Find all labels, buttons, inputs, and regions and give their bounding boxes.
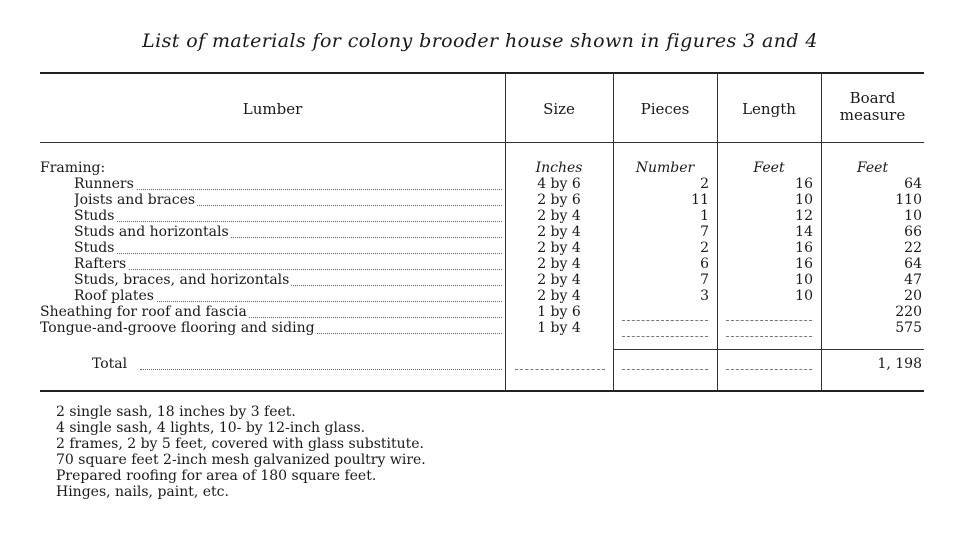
row-pieces: 11 [691,192,709,208]
header-board-measure-line1: Board [849,89,896,107]
note-line: 2 frames, 2 by 5 feet, covered with glass substitute. [56,436,425,452]
total-board-measure: 1, 198 [877,356,922,372]
row-label-text: Runners [74,176,134,192]
row-length: 12 [795,208,813,224]
row-board-measure: 47 [904,272,922,288]
header-board-measure [821,90,924,124]
header-size: Size [543,100,575,118]
row-label [40,320,502,336]
row-label [74,176,502,192]
row-label [74,240,502,256]
note-line: 4 single sash, 4 lights, 10- by 12-inch glass. [56,420,366,436]
total-length-dash [726,369,812,370]
row-pieces: 1 [700,208,709,224]
row-label [74,272,502,288]
unit-size: Inches [535,160,583,176]
row-label-text: Joists and braces [74,192,196,208]
row-label-text: Sheathing for roof and fascia [40,304,247,320]
row-size: 2 by 4 [537,240,581,256]
row-pieces: 7 [700,272,709,288]
row-length: 10 [795,272,813,288]
row-label-text: Roof plates [74,288,154,304]
row-board-measure: 575 [895,320,922,336]
total-label: Total [92,356,128,372]
row-pieces: 3 [700,288,709,304]
row-board-measure: 64 [904,256,922,272]
note-line: Prepared roofing for area of 180 square feet. [56,468,377,484]
empty-length-sheathing [726,320,812,321]
row-label [74,208,502,224]
row-size: 1 by 4 [537,320,581,336]
table-bottom-rule [40,390,924,392]
row-size: 2 by 4 [537,208,581,224]
row-label [74,256,502,272]
row-board-measure: 22 [904,240,922,256]
header-board-measure-line2: measure [839,106,906,124]
total-leader [140,369,502,370]
row-board-measure: 110 [895,192,922,208]
row-length: 16 [795,240,813,256]
note-line: 70 square feet 2-inch mesh galvanized poultry wire. [56,452,426,468]
row-length: 10 [795,288,813,304]
total-rule [613,349,924,350]
row-board-measure: 20 [904,288,922,304]
row-label-text: Rafters [74,256,127,272]
row-size: 4 by 6 [537,176,581,192]
empty-pieces-flooring [622,336,708,337]
row-size: 2 by 4 [537,272,581,288]
row-pieces: 6 [700,256,709,272]
row-label-text: Studs and horizontals [74,224,229,240]
row-board-measure: 10 [904,208,922,224]
unit-length: Feet [753,160,785,176]
unit-pieces: Number [635,160,695,176]
row-length: 16 [795,176,813,192]
note-line: 2 single sash, 18 inches by 3 feet. [56,404,296,420]
row-length: 16 [795,256,813,272]
table-top-rule [40,72,924,74]
table-title: List of materials for colony brooder house shown in figures 3 and 4 [142,30,818,52]
row-length: 10 [795,192,813,208]
row-size: 1 by 6 [537,304,581,320]
row-pieces: 2 [700,240,709,256]
group-label-framing: Framing: [40,160,106,176]
row-size: 2 by 4 [537,288,581,304]
row-board-measure: 66 [904,224,922,240]
row-label [74,224,502,240]
total-size-dash [515,369,605,370]
row-pieces: 2 [700,176,709,192]
row-label [74,192,502,208]
empty-length-flooring [726,336,812,337]
empty-pieces-sheathing [622,320,708,321]
row-label [74,288,502,304]
header-bottom-rule [40,142,924,143]
row-size: 2 by 4 [537,224,581,240]
row-pieces: 7 [700,224,709,240]
header-pieces: Pieces [640,100,690,118]
header-lumber: Lumber [242,100,303,118]
header-length: Length [742,100,796,118]
materials-notes [56,404,426,500]
row-length: 14 [795,224,813,240]
row-size: 2 by 4 [537,256,581,272]
row-board-measure: 64 [904,176,922,192]
note-line: Hinges, nails, paint, etc. [56,484,229,500]
row-label-text: Studs [74,208,115,224]
row-label-text: Studs, braces, and horizontals [74,272,290,288]
row-label-text: Tongue-and-groove flooring and siding [40,320,315,336]
row-board-measure: 220 [895,304,922,320]
row-label [40,304,502,320]
row-size: 2 by 6 [537,192,581,208]
row-label-text: Studs [74,240,115,256]
unit-board: Feet [856,160,889,176]
total-pieces-dash [622,369,708,370]
